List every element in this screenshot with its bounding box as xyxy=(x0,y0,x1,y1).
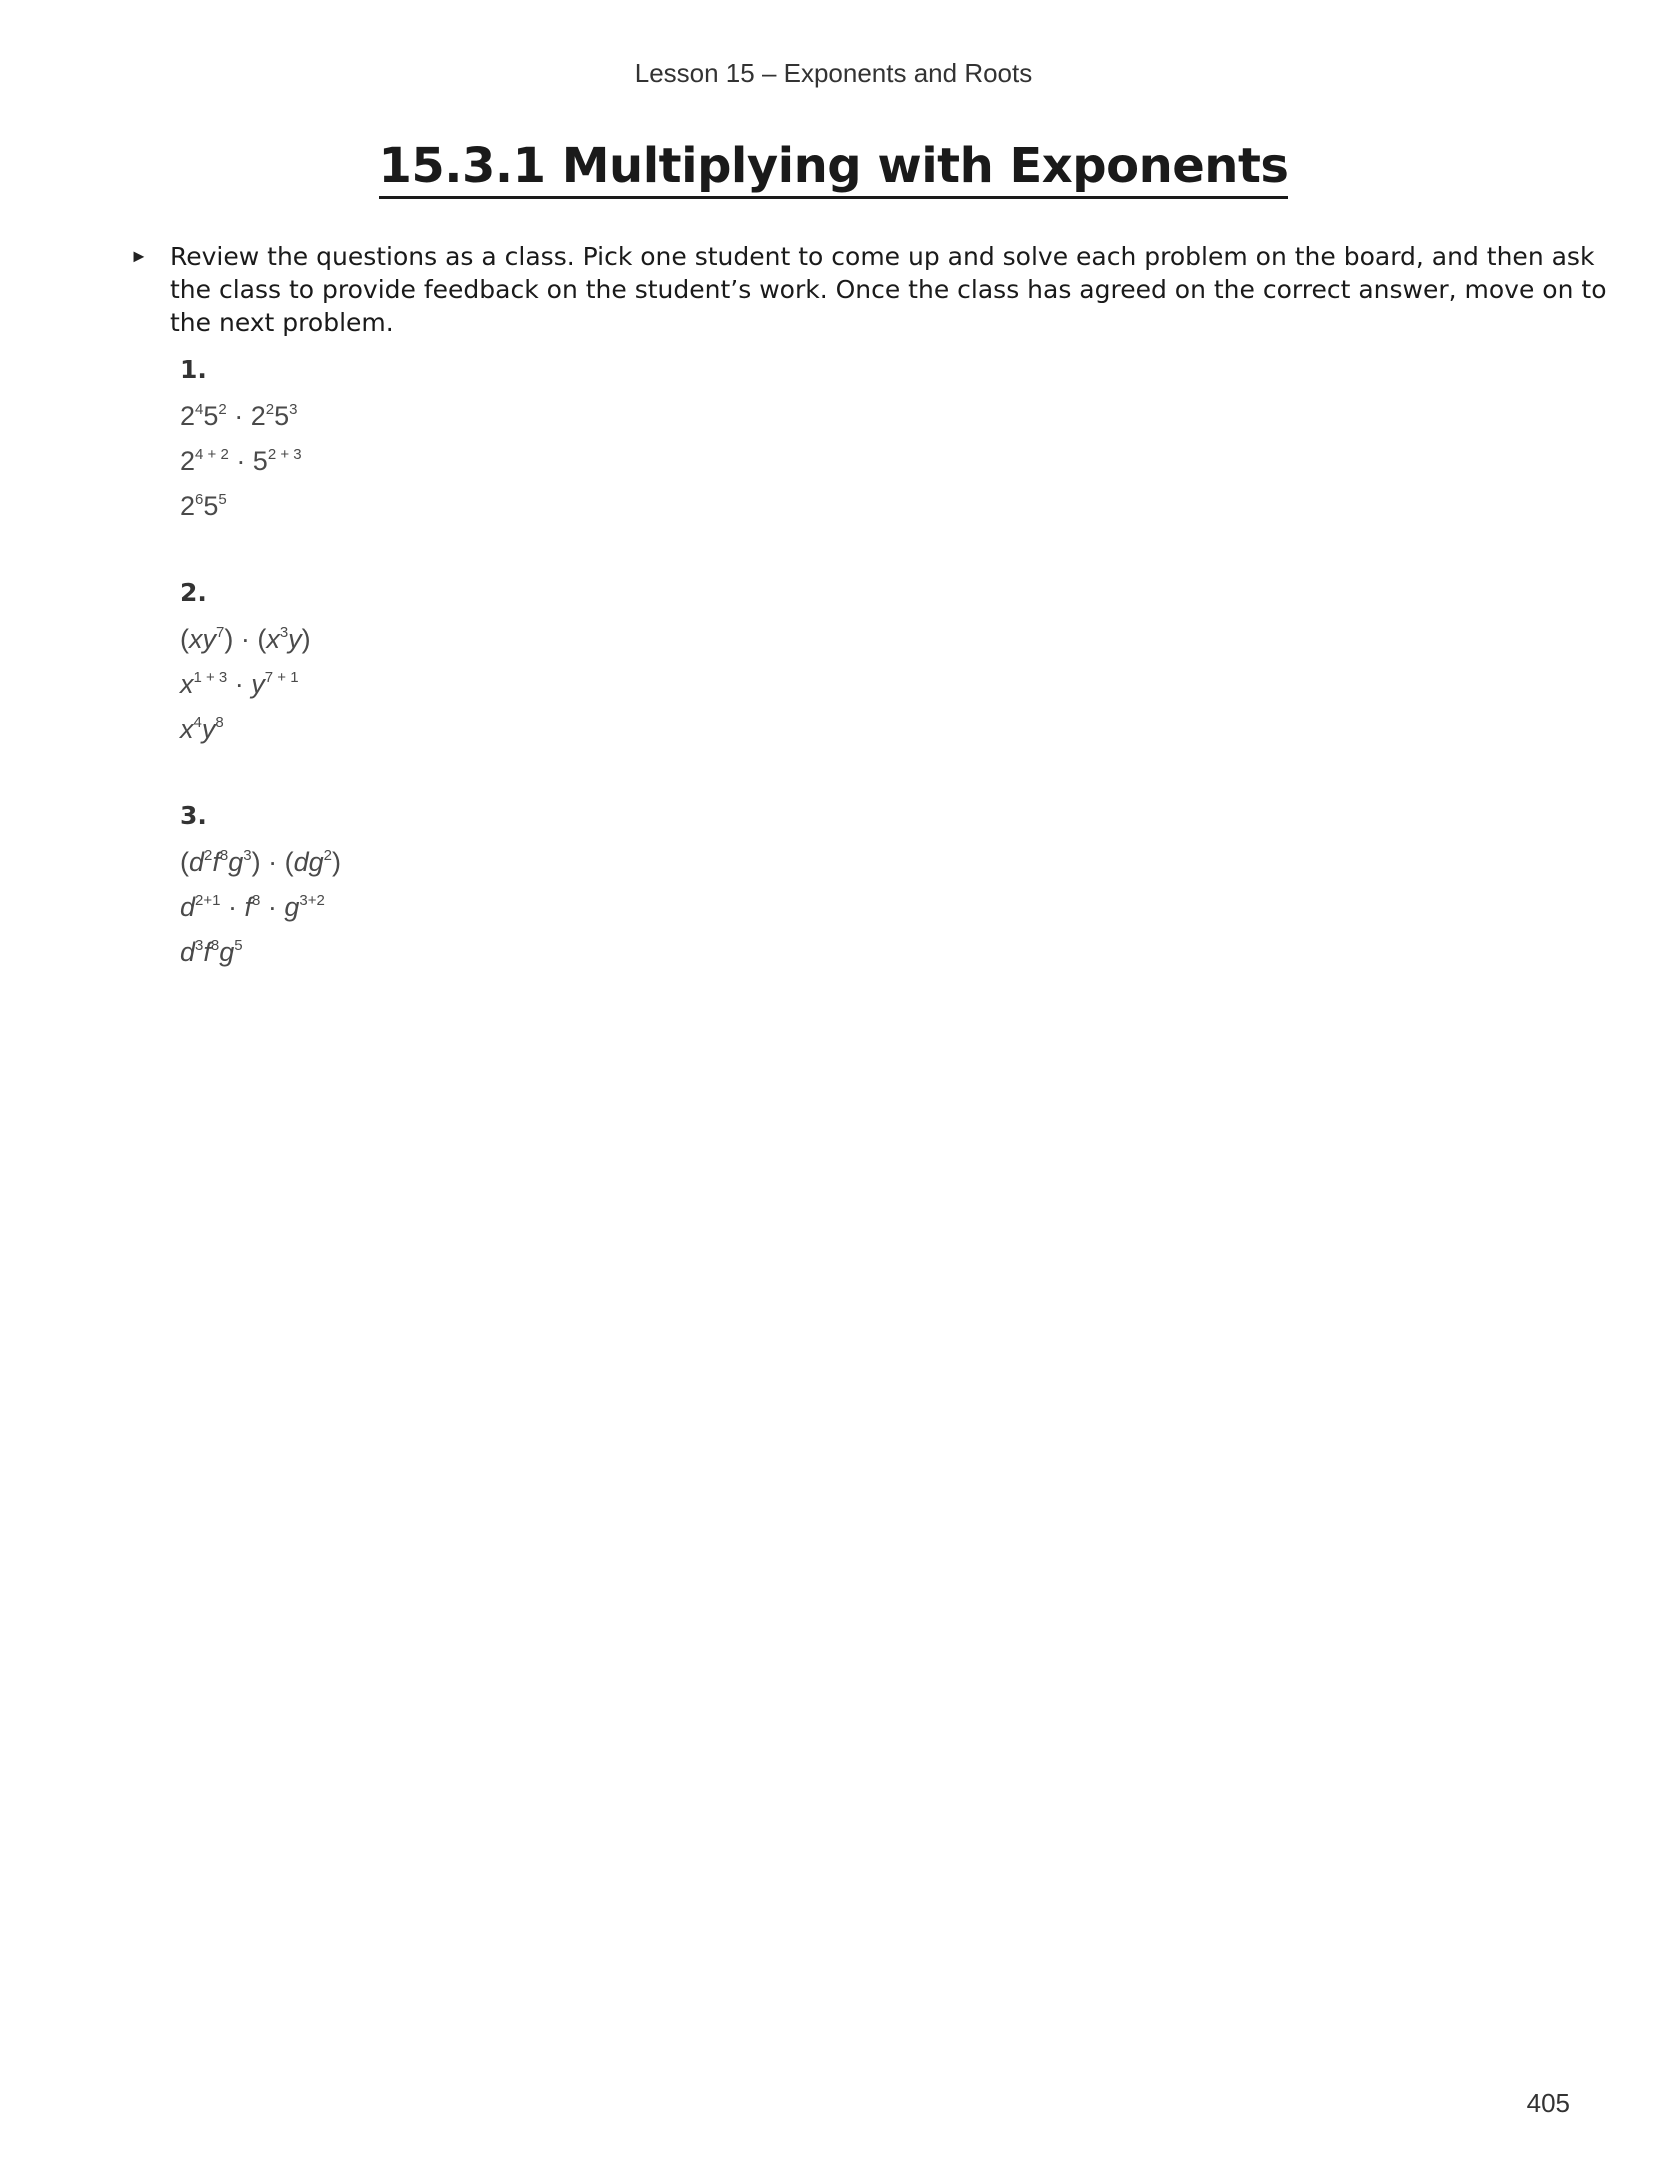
problem-number: 3. xyxy=(180,801,207,830)
problem-step: $2^{4 + 2} \cdot 5^{2 + 3}$ xyxy=(180,446,302,476)
instruction-block xyxy=(130,240,1610,339)
title-container xyxy=(0,138,1667,199)
problem-step: $2^45^2 \cdot 2^25^3$ xyxy=(180,401,298,431)
problem-number: 2. xyxy=(180,578,207,607)
running-header: Lesson 15 – Exponents and Roots xyxy=(634,58,1033,88)
problem-step: $(d^2f^8g^3) \cdot (dg^2)$ xyxy=(180,847,341,877)
problem-2 xyxy=(180,573,341,752)
page-title: 15.3.1 Multiplying with Exponents xyxy=(379,138,1289,199)
problem-list xyxy=(180,350,341,1019)
page-number: 405 xyxy=(1526,2088,1570,2118)
problem-step: $2^65^5$ xyxy=(180,491,227,521)
problem-step: $x^4y^8$ xyxy=(180,714,224,744)
problem-1 xyxy=(180,350,341,529)
instruction-text: Review the questions as a class. Pick one student to come up and solve each problem on the board, and then ask the class to provide feedback on the student’s work. Once the class has agreed on the correct answer, move on to the next problem. xyxy=(170,242,1607,337)
problem-step: $d^3f^8g^5$ xyxy=(180,937,243,967)
problem-number: 1. xyxy=(180,355,207,384)
problem-step: $x^{1 + 3} \cdot y^{7 + 1}$ xyxy=(180,669,299,699)
problem-3 xyxy=(180,796,341,975)
problem-step: $d^{2+1} \cdot f^8 \cdot g^{3+2}$ xyxy=(180,892,325,922)
triangle-bullet-icon: ► xyxy=(130,246,148,266)
problem-step: $(xy^7) \cdot (x^3y)$ xyxy=(180,624,311,654)
